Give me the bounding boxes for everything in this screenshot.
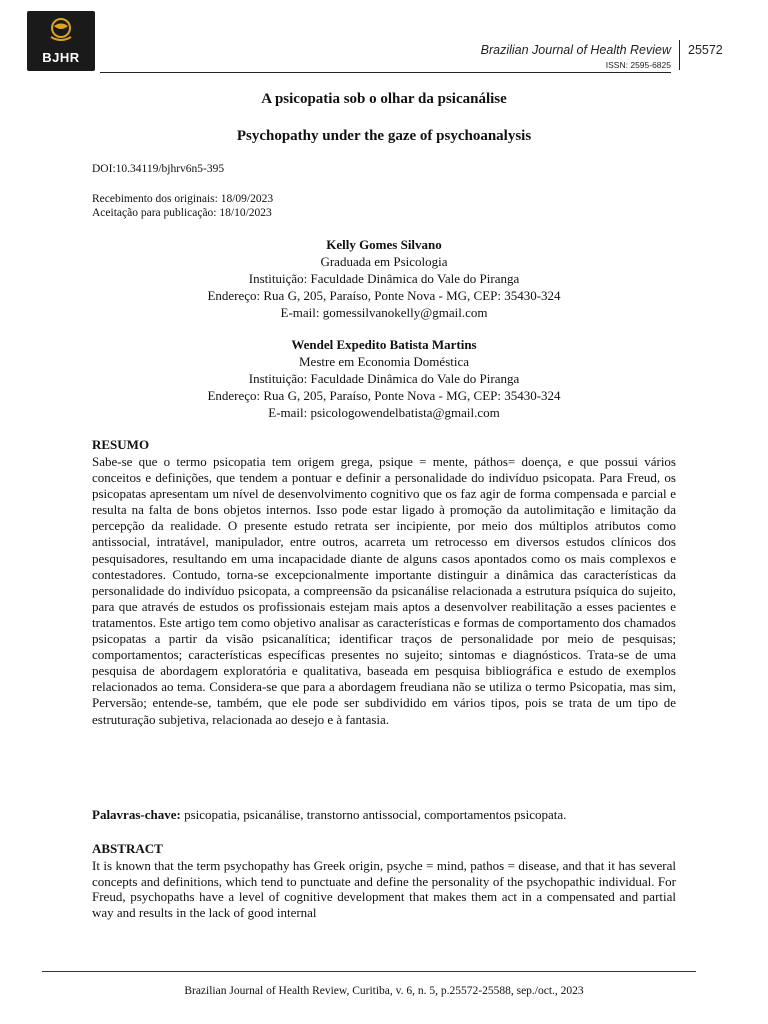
title-portuguese: A psicopatia sob o olhar da psicanálise [261,91,507,107]
abstract-text: It is known that the term psychopathy has Greek origin, psyche = mind, pathos = disease, and that it has several concepts and definitions, which tend to punctuate and define the personality of the psychopathic individual. For Freud, psychopaths have a level of cognitive development that makes them act in a compensated and partial way and results in the lack of good internal [92,858,676,920]
footer-rule [42,971,696,972]
abstract-heading: ABSTRACT [92,841,163,856]
resumo-heading: RESUMO [92,437,150,452]
author-name: Wendel Expedito Batista Martins [291,337,477,352]
keywords [92,807,566,823]
submission-dates [92,192,273,220]
keywords-list: psicopatia, psicanálise, transtorno antissocial, comportamentos psicopata. [180,807,567,822]
author-institution: Instituição: Faculdade Dinâmica do Vale do Piranga [248,271,520,286]
issn: ISSN: 2595-6825 [605,60,671,70]
author-degree: Mestre em Economia Doméstica [298,354,470,369]
author-address: Endereço: Rua G, 205, Paraíso, Ponte Nova - MG, CEP: 35430-324 [207,388,561,403]
accepted-date: Aceitação para publicação: 18/10/2023 [92,207,272,219]
author-email: E-mail: gomessilvanokelly@gmail.com [280,305,488,320]
globe-emblem-icon [45,17,77,43]
author-block [0,336,768,421]
author-block [0,236,768,321]
header-rule [100,72,671,73]
footer-citation: Brazilian Journal of Health Review, Curitiba, v. 6, n. 5, p.25572-25588, sep./oct., 2023 [184,985,584,997]
page-number: 25572 [688,43,723,57]
author-address: Endereço: Rua G, 205, Paraíso, Ponte Nova - MG, CEP: 35430-324 [207,288,561,303]
author-email: E-mail: psicologowendelbatista@gmail.com [268,405,500,420]
doi: DOI:10.34119/bjhrv6n5-395 [92,163,225,175]
author-degree: Graduada em Psicologia [320,254,448,269]
journal-name: Brazilian Journal of Health Review [480,43,671,57]
header-divider [679,40,680,70]
keywords-label: Palavras-chave: [92,807,181,822]
received-date: Recebimento dos originais: 18/09/2023 [92,193,274,205]
logo-abbreviation: BJHR [42,50,80,65]
author-name: Kelly Gomes Silvano [326,237,442,252]
resumo-text: Sabe-se que o termo psicopatia tem origem grega, psique = mente, páthos= doença, e que possui vários conceitos e definições, que tendem a pontuar e definir a personalidade do indivíduo psicopata. Para Freud, os psicopatas apresentam um nível de desenvolvimento cognitivo que os faz agir de forma compensada e parcial e resulta na falta de bons objetos internos. Isso pode estar ligado à promoção da autolimitação e limitação da percepção da realidade. O presente estudo retrata ser incipiente, por meio dos múltiplos atributos como antissocial, intratável, manipulador, entre outros, acarreta um retrocesso em diversos estudos clínicos dos pesquisadores, resultando em uma incapacidade diante de alguns casos apontados como os mais complexos e contestadores. Contudo, torna-se excepcionalmente importante distinguir a dinâmica das características da personalidade do indivíduo psicopata, a compreensão da psicanálise relacionada a estrutura psíquica do sujeito, para que através de estudos os profissionais estejam mais aptos a desenvolver reabilitação a esses pacientes e tratamentos. Este artigo tem como objetivo analisar as características e formas de comportamento dos chamados psicopatas a partir da visão psicanalítica; identificar traços de personalidade por meio de pesquisas; comportamentos; características específicas presentes no sujeito; sintomas e diagnósticos. Trata-se de uma pesquisa de abordagem exploratória e qualitativa, baseada em pesquisa bibliográfica e estudo de exemplos relacionados ao tema. Considera-se que para a abordagem freudiana não se utiliza o termo Psicopatia, mas sim, Perversão; entende-se, também, que ele pode ser subdividido em vários tipos, pois se trata de um tipo de estruturação subjetiva, relacionada ao desejo e à fantasia. [92,454,676,727]
author-institution: Instituição: Faculdade Dinâmica do Vale do Piranga [248,371,520,386]
journal-logo [27,11,95,71]
title-english: Psychopathy under the gaze of psychoanalysis [236,128,532,144]
